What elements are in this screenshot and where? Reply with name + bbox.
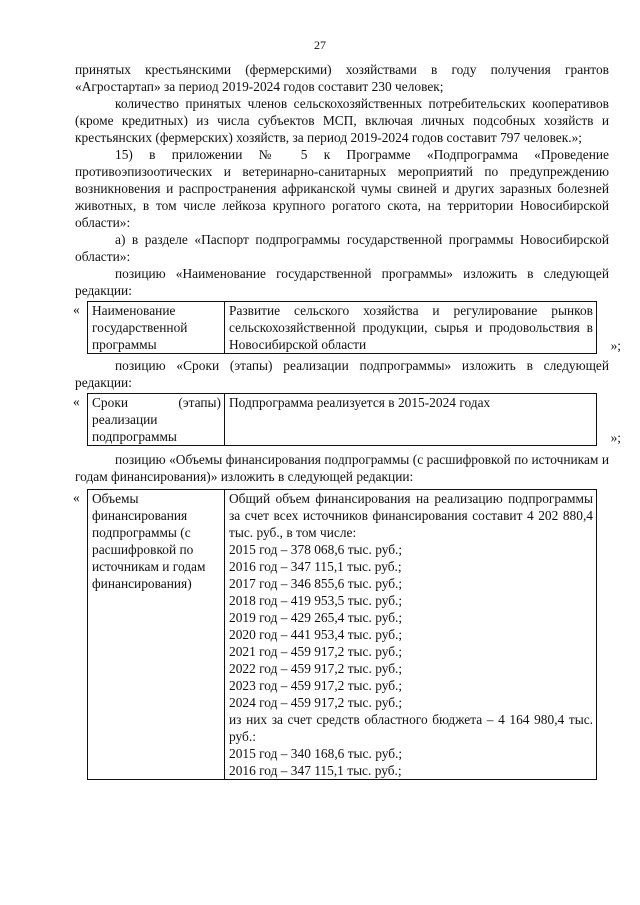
quote-block-name — [73, 301, 621, 354]
table-program-name — [87, 301, 597, 354]
paragraph-financing-position: позицию «Объемы финансирования подпрограммы (с расшифровкой по источникам и годам финансирования)» изложить в следующей редакции: — [75, 452, 609, 484]
closing-quote: »; — [610, 338, 621, 353]
financing-year-line: 2018 год – 419 953,5 тыс. руб.; — [229, 593, 403, 608]
table-row — [88, 394, 597, 446]
paragraph-name-position: позицию «Наименование государственной программы» изложить в следующей редакции: — [75, 266, 609, 298]
paragraph-agrostartap: принятых крестьянскими (фермерскими) хозяйствами в году получения грантов «Агростартап» за период 2019-2024 годов составит 230 человек; — [75, 62, 609, 94]
regional-budget-intro: из них за счет средств областного бюджета – 4 164 980,4 тыс. руб.: — [229, 712, 593, 744]
paragraph-item-15: 15) в приложении № 5 к Программе «Подпрограмма «Проведение противоэпизоотических и ветеринарно-санитарных мероприятий по предупреждению возникновения и распространения африканской чумы свиней и других заразных болезней животных, в том числе лейкоза крупного рогатого скота, на территории Новосибирской области»: — [75, 147, 609, 230]
table-value-cell: Развитие сельского хозяйства и регулирование рынков сельскохозяйственной продукции, сырья и продовольствия в Новосибирской области — [225, 302, 597, 354]
table-terms — [87, 393, 597, 446]
table-row — [88, 302, 597, 354]
paragraph-terms-position: позицию «Сроки (этапы) реализации подпрограммы» изложить в следующей редакции: — [75, 358, 609, 390]
financing-year-line: 2023 год – 459 917,2 тыс. руб.; — [229, 678, 403, 693]
table-financing — [87, 489, 597, 780]
quote-block-financing — [75, 489, 609, 780]
financing-year-line: 2017 год – 346 855,6 тыс. руб.; — [229, 576, 403, 591]
paragraph-passport-section: а) в разделе «Паспорт подпрограммы государственной программы Новосибирской области»: — [75, 232, 609, 264]
table-value-cell: Подпрограмма реализуется в 2015-2024 годах — [225, 394, 597, 446]
quote-block-terms — [73, 393, 621, 446]
paragraph-cooperatives: количество принятых членов сельскохозяйственных потребительских кооперативов (кроме кредитных) из числа субъектов МСП, включая личных подсобных хозяйств и крестьянских (фермерских) хозяйств, за период 2019-2024 годов составит 797 человек.»; — [75, 96, 609, 145]
table-label-cell: Сроки (этапы) реализации подпрограммы — [88, 394, 225, 446]
opening-quote: « — [73, 302, 80, 317]
closing-quote: »; — [610, 430, 621, 445]
document-body — [73, 61, 621, 780]
financing-year-line: 2024 год – 459 917,2 тыс. руб.; — [229, 695, 403, 710]
financing-year-line: 2019 год – 429 265,4 тыс. руб.; — [229, 610, 403, 625]
opening-quote: « — [73, 394, 80, 409]
regional-year-line: 2015 год – 340 168,6 тыс. руб.; — [229, 746, 403, 761]
page-number: 27 — [314, 38, 326, 52]
financing-year-line: 2022 год – 459 917,2 тыс. руб.; — [229, 661, 403, 676]
financing-year-line: 2021 год – 459 917,2 тыс. руб.; — [229, 644, 403, 659]
financing-intro: Общий объем финансирования на реализацию подпрограммы за счет всех источников финансирования составит 4 202 880,4 тыс. руб., в том числе: — [229, 491, 593, 540]
financing-year-line: 2016 год – 347 115,1 тыс. руб.; — [229, 559, 402, 574]
table-label-cell: Объемы финансирования подпрограммы (с расшифровкой по источникам и годам финансирования) — [88, 490, 225, 780]
opening-quote: « — [73, 490, 80, 505]
table-value-cell — [225, 490, 597, 780]
financing-year-line: 2020 год – 441 953,4 тыс. руб.; — [229, 627, 403, 642]
regional-year-line: 2016 год – 347 115,1 тыс. руб.; — [229, 763, 402, 778]
table-row — [88, 490, 597, 780]
table-label-cell: Наименование государственной программы — [88, 302, 225, 354]
financing-year-line: 2015 год – 378 068,6 тыс. руб.; — [229, 542, 403, 557]
